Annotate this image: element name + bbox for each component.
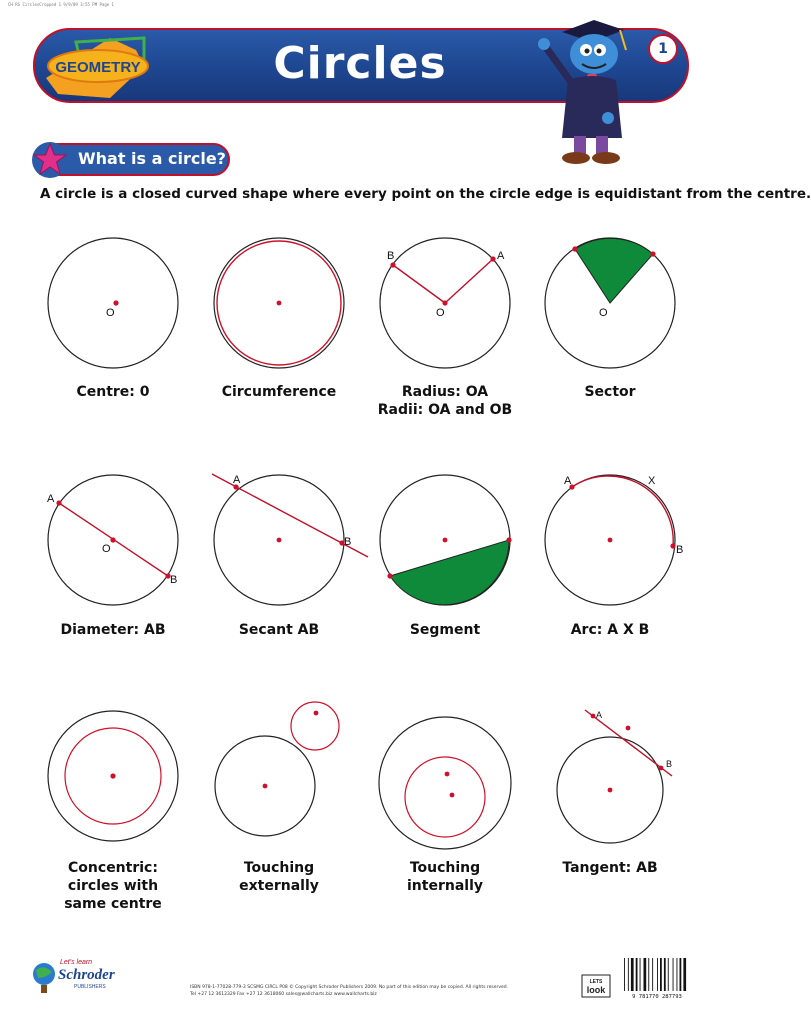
barcode-bar [640,958,641,991]
geometry-badge-label: GEOMETRY [55,59,141,76]
diameter-centre-point [110,537,115,542]
lets-look-bottom: look [586,985,606,995]
caption-radius-line2: Radii: OA and OB [377,402,513,418]
tangent-point-b [659,766,664,771]
logo-brand: Schroder [58,967,115,983]
touching-external-small-circle [291,702,339,750]
lets-look-top: LETS [589,979,603,985]
schroder-logo [30,952,130,1002]
barcode-bar [664,958,666,991]
segment-point-right [506,537,511,542]
barcode-bar [631,958,634,991]
barcode-bar [628,958,629,991]
barcode-bar [668,958,669,991]
segment-centre-point [443,538,448,543]
caption-concentric-line2: circles with [67,878,159,894]
caption-radius-line1: Radius: OA [401,384,489,400]
caption-touching-int-line1: Touching [409,860,481,876]
tangent-point-a [591,714,596,719]
caption-touching-internally [360,859,530,895]
arc-point-b [670,543,675,548]
radius-oa-line [445,259,493,303]
label-b-diameter: B [170,574,178,586]
touching-external-centre-large [263,784,268,789]
label-a-secant: A [233,474,241,486]
radius-centre-point [442,300,447,305]
caption-arc: Arc: A X B [570,622,650,638]
label-o-sector: O [599,307,608,319]
barcode-bar [673,958,674,991]
page-number-badge: 1 [648,34,678,64]
arc-centre-point [608,538,613,543]
logo-tagline: Let's learn [60,959,93,966]
section-title: What is a circle? [78,149,226,168]
caption-centre: Centre: 0 [76,384,150,400]
caption-diameter: Diameter: AB [60,622,166,638]
caption-sector: Sector [584,384,636,400]
caption-circumference: Circumference [221,384,337,400]
barcode-bar [677,958,678,991]
caption-touching-ext-line1: Touching [243,860,315,876]
caption-secant: Secant AB [238,622,320,638]
label-a-arc: A [564,475,572,487]
centre-point [113,300,118,305]
lets-look-logo [582,975,610,997]
footer-info [190,984,508,998]
label-b-tangent: B [666,759,673,769]
label-o-diameter: O [102,543,111,555]
label-a-tangent: A [596,710,603,720]
barcode-number: 9 781770 287793 [632,994,682,1000]
touching-external-centre-small [314,711,319,716]
concentric-centre-point [110,773,115,778]
circle-definition: A circle is a closed curved shape where every point on the circle edge is equidistant from the centre. [40,186,811,202]
label-b-secant: B [344,536,352,548]
caption-tangent: Tangent: AB [562,860,658,876]
radius-point-b [390,262,395,267]
barcode-bar [636,958,638,991]
sector-fill [575,238,653,303]
barcode [620,956,694,1000]
barcode-bar [652,958,653,991]
label-o-radius: O [436,307,445,319]
caption-concentric-line3: same centre [64,896,162,912]
barcode-bar [644,958,647,991]
segment-point-left [387,573,392,578]
barcode-bar [624,958,625,991]
touching-internal-centre-small [450,793,455,798]
tangent-touch-point [626,726,631,731]
page-title: Circles [273,38,447,89]
touching-internal-large-circle [379,717,511,849]
secant-centre-point [277,538,282,543]
circumference-centre-point [277,301,282,306]
barcode-bar [680,958,682,991]
caption-concentric [28,859,198,913]
logo-sub: PUBLISHERS [74,984,106,990]
centre-diagram-circle [48,238,178,368]
radius-ob-line [393,265,445,303]
diameter-point-a [56,500,61,505]
label-o-centre: O [106,307,115,319]
caption-radius [360,383,530,419]
caption-touching-int-line2: internally [407,878,483,894]
label-x-arc: X [648,475,656,487]
tangent-centre-point [608,788,613,793]
label-b-arc: B [676,544,684,556]
sector-point-right [650,251,655,256]
caption-concentric-line1: Concentric: [68,860,158,876]
caption-segment: Segment [409,622,481,638]
label-a-radius: A [497,250,505,262]
touching-internal-centre-large [445,772,450,777]
caption-touching-ext-line2: externally [239,878,319,894]
barcode-bar [648,958,649,991]
barcode-bar [683,958,686,991]
label-a-diameter: A [47,493,55,505]
sector-point-left [572,246,577,251]
caption-touching-externally [194,859,364,895]
radius-point-a [490,256,495,261]
footer-info-line2: Tel +27 12 3612329 Fax +27 12 3618060 sales@wallcharts.biz www.wallcharts.biz [190,992,377,997]
segment-fill [390,540,509,605]
barcode-bar [660,958,662,991]
arc-axb [572,476,673,546]
print-slug: CH RS CirclesCropped 1 9/9/09 3:55 PM Page 1 [8,2,114,7]
barcode-bar [657,958,658,991]
footer-info-line1: ISBN 978-1-77028-779-3 SCSMG CIRCL P08 © Copyright Schroder Publishers 2009. No part of this edition may be copied. All rights reserved. [190,985,509,990]
label-b-radius: B [387,250,395,262]
touching-internal-small-circle [405,757,485,837]
